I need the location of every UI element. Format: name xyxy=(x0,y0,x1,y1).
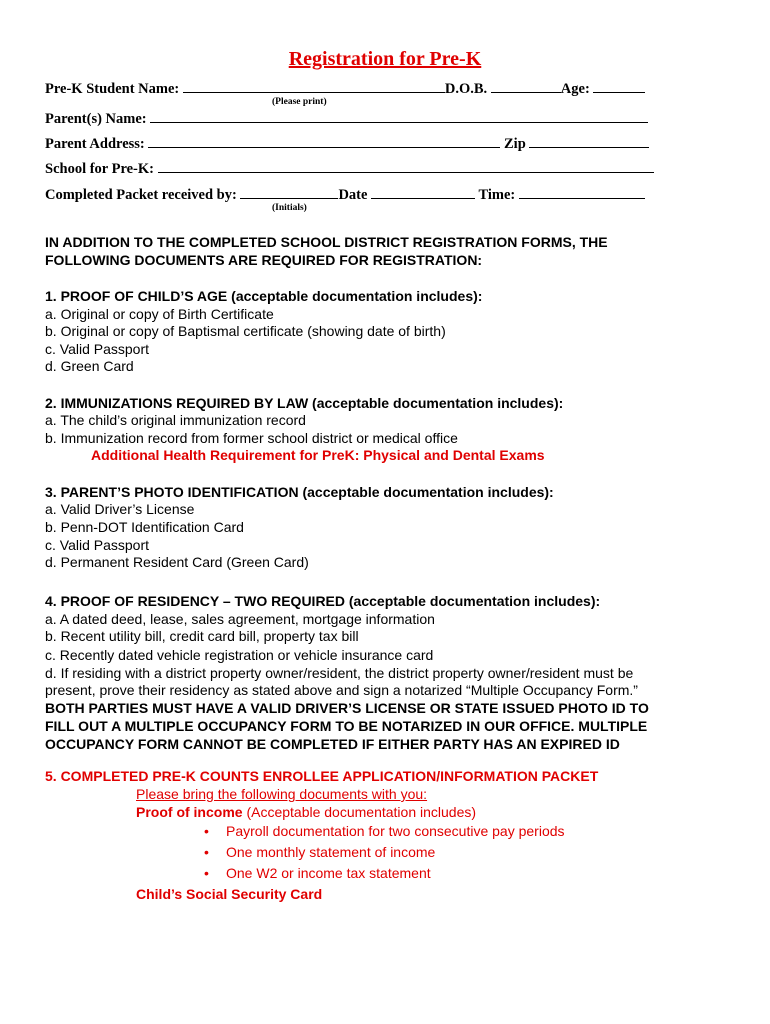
dob-field[interactable] xyxy=(491,80,561,93)
income-note: (Acceptable documentation includes) xyxy=(242,804,477,820)
age-field[interactable] xyxy=(593,80,645,93)
sec4-warning-line: BOTH PARTIES MUST HAVE A VALID DRIVER’S LICENSE OR STATE ISSUED PHOTO ID TO xyxy=(45,700,649,716)
sec4-item: b. Recent utility bill, credit card bill, property tax bill xyxy=(45,628,359,644)
packet-row xyxy=(45,186,645,204)
sec5-income-row xyxy=(136,803,476,821)
sec3-item: c. Valid Passport xyxy=(45,537,150,553)
income-bullet xyxy=(204,844,435,860)
bullet-icon: • xyxy=(204,844,209,860)
sec4-heading: 4. PROOF OF RESIDENCY – TWO REQUIRED (acceptable documentation includes): xyxy=(45,593,601,609)
parent-address-field[interactable] xyxy=(148,135,500,148)
sec1-item: b. Original or copy of Baptismal certificate (showing date of birth) xyxy=(45,323,446,339)
sec1-heading: 1. PROOF OF CHILD’S AGE (acceptable documentation includes): xyxy=(45,288,483,304)
date-field[interactable] xyxy=(371,186,475,199)
sec1-item: d. Green Card xyxy=(45,358,134,374)
income-bullet xyxy=(204,865,431,881)
sec1-item: c. Valid Passport xyxy=(45,341,150,357)
bullet-icon: • xyxy=(204,823,209,839)
sec1-item: a. Original or copy of Birth Certificate xyxy=(45,306,274,322)
social-security-card: Child’s Social Security Card xyxy=(136,886,323,902)
sec5-heading: 5. COMPLETED PRE-K COUNTS ENROLLEE APPLICATION/INFORMATION PACKET xyxy=(45,768,599,784)
sec4-item: d. If residing with a district property owner/resident, the district property owner/resident must be xyxy=(45,665,634,681)
zip-label: Zip xyxy=(504,136,526,152)
income-label: Proof of income xyxy=(136,804,243,820)
student-name-label: Pre-K Student Name: xyxy=(45,81,180,97)
page-title: Registration for Pre-K xyxy=(288,48,482,70)
age-label: Age: xyxy=(560,81,590,97)
student-name-row xyxy=(45,80,645,98)
intro-line-1: IN ADDITION TO THE COMPLETED SCHOOL DISTRICT REGISTRATION FORMS, THE xyxy=(45,234,608,250)
sec3-item: b. Penn-DOT Identification Card xyxy=(45,519,244,535)
initials-field[interactable] xyxy=(240,186,338,199)
parents-name-field[interactable] xyxy=(150,110,648,123)
income-bullet-text: One W2 or income tax statement xyxy=(226,865,431,881)
sec4-warning-line: OCCUPANCY FORM CANNOT BE COMPLETED IF EITHER PARTY HAS AN EXPIRED ID xyxy=(45,736,620,752)
sec4-item: a. A dated deed, lease, sales agreement, mortgage information xyxy=(45,611,435,627)
parent-address-row xyxy=(45,135,649,153)
sec2-health-requirement: Additional Health Requirement for PreK: Physical and Dental Exams xyxy=(91,447,545,463)
sec2-heading: 2. IMMUNIZATIONS REQUIRED BY LAW (acceptable documentation includes): xyxy=(45,395,564,411)
bullet-icon: • xyxy=(204,865,209,881)
school-row xyxy=(45,160,654,178)
please-print-note: (Please print) xyxy=(272,97,327,107)
income-bullet-text: Payroll documentation for two consecutive pay periods xyxy=(226,823,565,839)
sec2-item: a. The child’s original immunization record xyxy=(45,412,306,428)
income-bullet xyxy=(204,823,565,839)
parent-address-label: Parent Address: xyxy=(45,136,145,152)
time-label: Time: xyxy=(478,187,516,203)
sec3-item: a. Valid Driver’s License xyxy=(45,501,195,517)
student-name-field[interactable] xyxy=(183,80,445,93)
intro-line-2: FOLLOWING DOCUMENTS ARE REQUIRED FOR REGISTRATION: xyxy=(45,252,483,268)
sec4-item: c. Recently dated vehicle registration or vehicle insurance card xyxy=(45,647,434,663)
sec4-warning-line: FILL OUT A MULTIPLE OCCUPANCY FORM TO BE NOTARIZED IN OUR OFFICE. MULTIPLE xyxy=(45,718,648,734)
income-bullet-text: One monthly statement of income xyxy=(226,844,436,860)
school-label: School for Pre-K: xyxy=(45,161,154,177)
zip-field[interactable] xyxy=(529,135,649,148)
sec4-item: present, prove their residency as stated above and sign a notarized “Multiple Occupancy Form.” xyxy=(45,682,638,698)
school-field[interactable] xyxy=(158,160,654,173)
sec2-item: b. Immunization record from former school district or medical office xyxy=(45,430,458,446)
parents-name-row xyxy=(45,110,648,128)
time-field[interactable] xyxy=(519,186,645,199)
parents-name-label: Parent(s) Name: xyxy=(45,111,147,127)
sec3-heading: 3. PARENT’S PHOTO IDENTIFICATION (acceptable documentation includes): xyxy=(45,484,554,500)
sec5-bring-note: Please bring the following documents with you: xyxy=(136,786,428,802)
initials-note: (Initials) xyxy=(272,203,307,213)
sec3-item: d. Permanent Resident Card (Green Card) xyxy=(45,554,309,570)
date-label: Date xyxy=(338,187,368,203)
packet-label: Completed Packet received by: xyxy=(45,187,237,203)
dob-label: D.O.B. xyxy=(444,81,488,97)
